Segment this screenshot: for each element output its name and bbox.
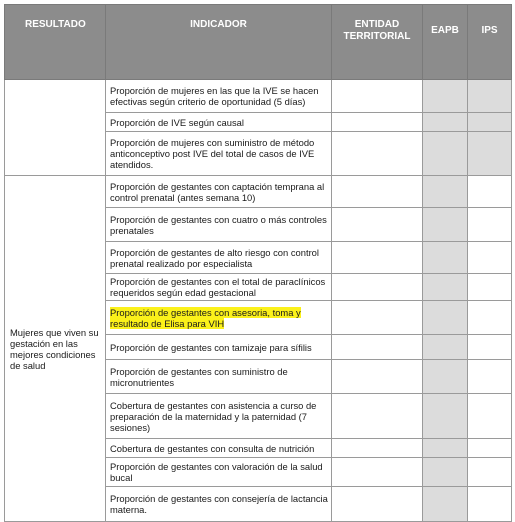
eapb-cell: [423, 301, 468, 335]
indicator-cell: Proporción de gestantes con el total de paraclínicos requeridos según edad gestacional: [106, 274, 332, 301]
ips-cell: [468, 242, 512, 274]
table-row: [5, 176, 512, 208]
indicator-cell: Proporción de gestantes con captación temprana al control prenatal (antes semana 10): [106, 176, 332, 208]
entidad-cell: [332, 394, 423, 439]
ips-cell: [468, 487, 512, 522]
eapb-cell: [423, 80, 468, 113]
ips-cell: [468, 360, 512, 394]
entidad-cell: [332, 80, 423, 113]
table-row: [5, 80, 512, 113]
header-eapb: EAPB: [423, 5, 468, 80]
header-indicador: INDICADOR: [106, 5, 332, 80]
ips-cell: [468, 458, 512, 487]
eapb-cell: [423, 360, 468, 394]
eapb-cell: [423, 242, 468, 274]
eapb-cell: [423, 274, 468, 301]
eapb-cell: [423, 132, 468, 176]
indicator-cell: Proporción de gestantes con tamizaje para sífilis: [106, 335, 332, 360]
resultado-cell-empty: [5, 80, 106, 176]
indicator-cell: Proporción de gestantes con suministro de micronutrientes: [106, 360, 332, 394]
entidad-cell: [332, 132, 423, 176]
ips-cell: [468, 208, 512, 242]
eapb-cell: [423, 487, 468, 522]
ips-cell: [468, 335, 512, 360]
entidad-cell: [332, 176, 423, 208]
ips-cell: [468, 274, 512, 301]
entidad-cell: [332, 360, 423, 394]
entidad-cell: [332, 301, 423, 335]
eapb-cell: [423, 176, 468, 208]
entidad-cell: [332, 208, 423, 242]
header-entidad-line1: ENTIDAD: [354, 19, 400, 30]
header-resultado: RESULTADO: [5, 5, 106, 80]
indicator-cell: Proporción de gestantes de alto riesgo con control prenatal realizado por especialista: [106, 242, 332, 274]
entidad-cell: [332, 274, 423, 301]
indicator-cell: Proporción de gestantes con valoración de la salud bucal: [106, 458, 332, 487]
entidad-cell: [332, 439, 423, 458]
ips-cell: [468, 80, 512, 113]
highlighted-text: Proporción de gestantes con asesoria, toma y resultado de Elisa para VIH: [110, 306, 301, 329]
eapb-cell: [423, 439, 468, 458]
ips-cell: [468, 301, 512, 335]
ips-cell: [468, 394, 512, 439]
indicator-cell: Proporción de gestantes con cuatro o más controles prenatales: [106, 208, 332, 242]
eapb-cell: [423, 208, 468, 242]
indicator-cell: Cobertura de gestantes con asistencia a curso de preparación de la maternidad y la paternidad (7 sesiones): [106, 394, 332, 439]
entidad-cell: [332, 458, 423, 487]
header-entidad-line2: TERRITORIAL: [343, 31, 411, 42]
eapb-cell: [423, 458, 468, 487]
indicator-cell: Proporción de mujeres con suministro de método anticonceptivo post IVE del total de casos de IVE atendidos.: [106, 132, 332, 176]
entidad-cell: [332, 242, 423, 274]
entidad-cell: [332, 487, 423, 522]
indicator-cell: Proporción de mujeres en las que la IVE se hacen efectivas según criterio de oportunidad (5 días): [106, 80, 332, 113]
ips-cell: [468, 132, 512, 176]
entidad-cell: [332, 113, 423, 132]
header-entidad-territorial: [332, 5, 423, 80]
indicator-cell-highlighted: [106, 301, 332, 335]
indicator-cell: Cobertura de gestantes con consulta de nutrición: [106, 439, 332, 458]
ips-cell: [468, 176, 512, 208]
resultado-cell: Mujeres que viven su gestación en las mejores condiciones de salud: [5, 176, 106, 522]
ips-cell: [468, 439, 512, 458]
indicators-table: [4, 4, 512, 522]
eapb-cell: [423, 335, 468, 360]
eapb-cell: [423, 113, 468, 132]
indicator-cell: Proporción de gestantes con consejería de lactancia materna.: [106, 487, 332, 522]
header-ips: IPS: [468, 5, 512, 80]
ips-cell: [468, 113, 512, 132]
eapb-cell: [423, 394, 468, 439]
header-row: [5, 5, 512, 80]
indicator-cell: Proporción de IVE según causal: [106, 113, 332, 132]
entidad-cell: [332, 335, 423, 360]
